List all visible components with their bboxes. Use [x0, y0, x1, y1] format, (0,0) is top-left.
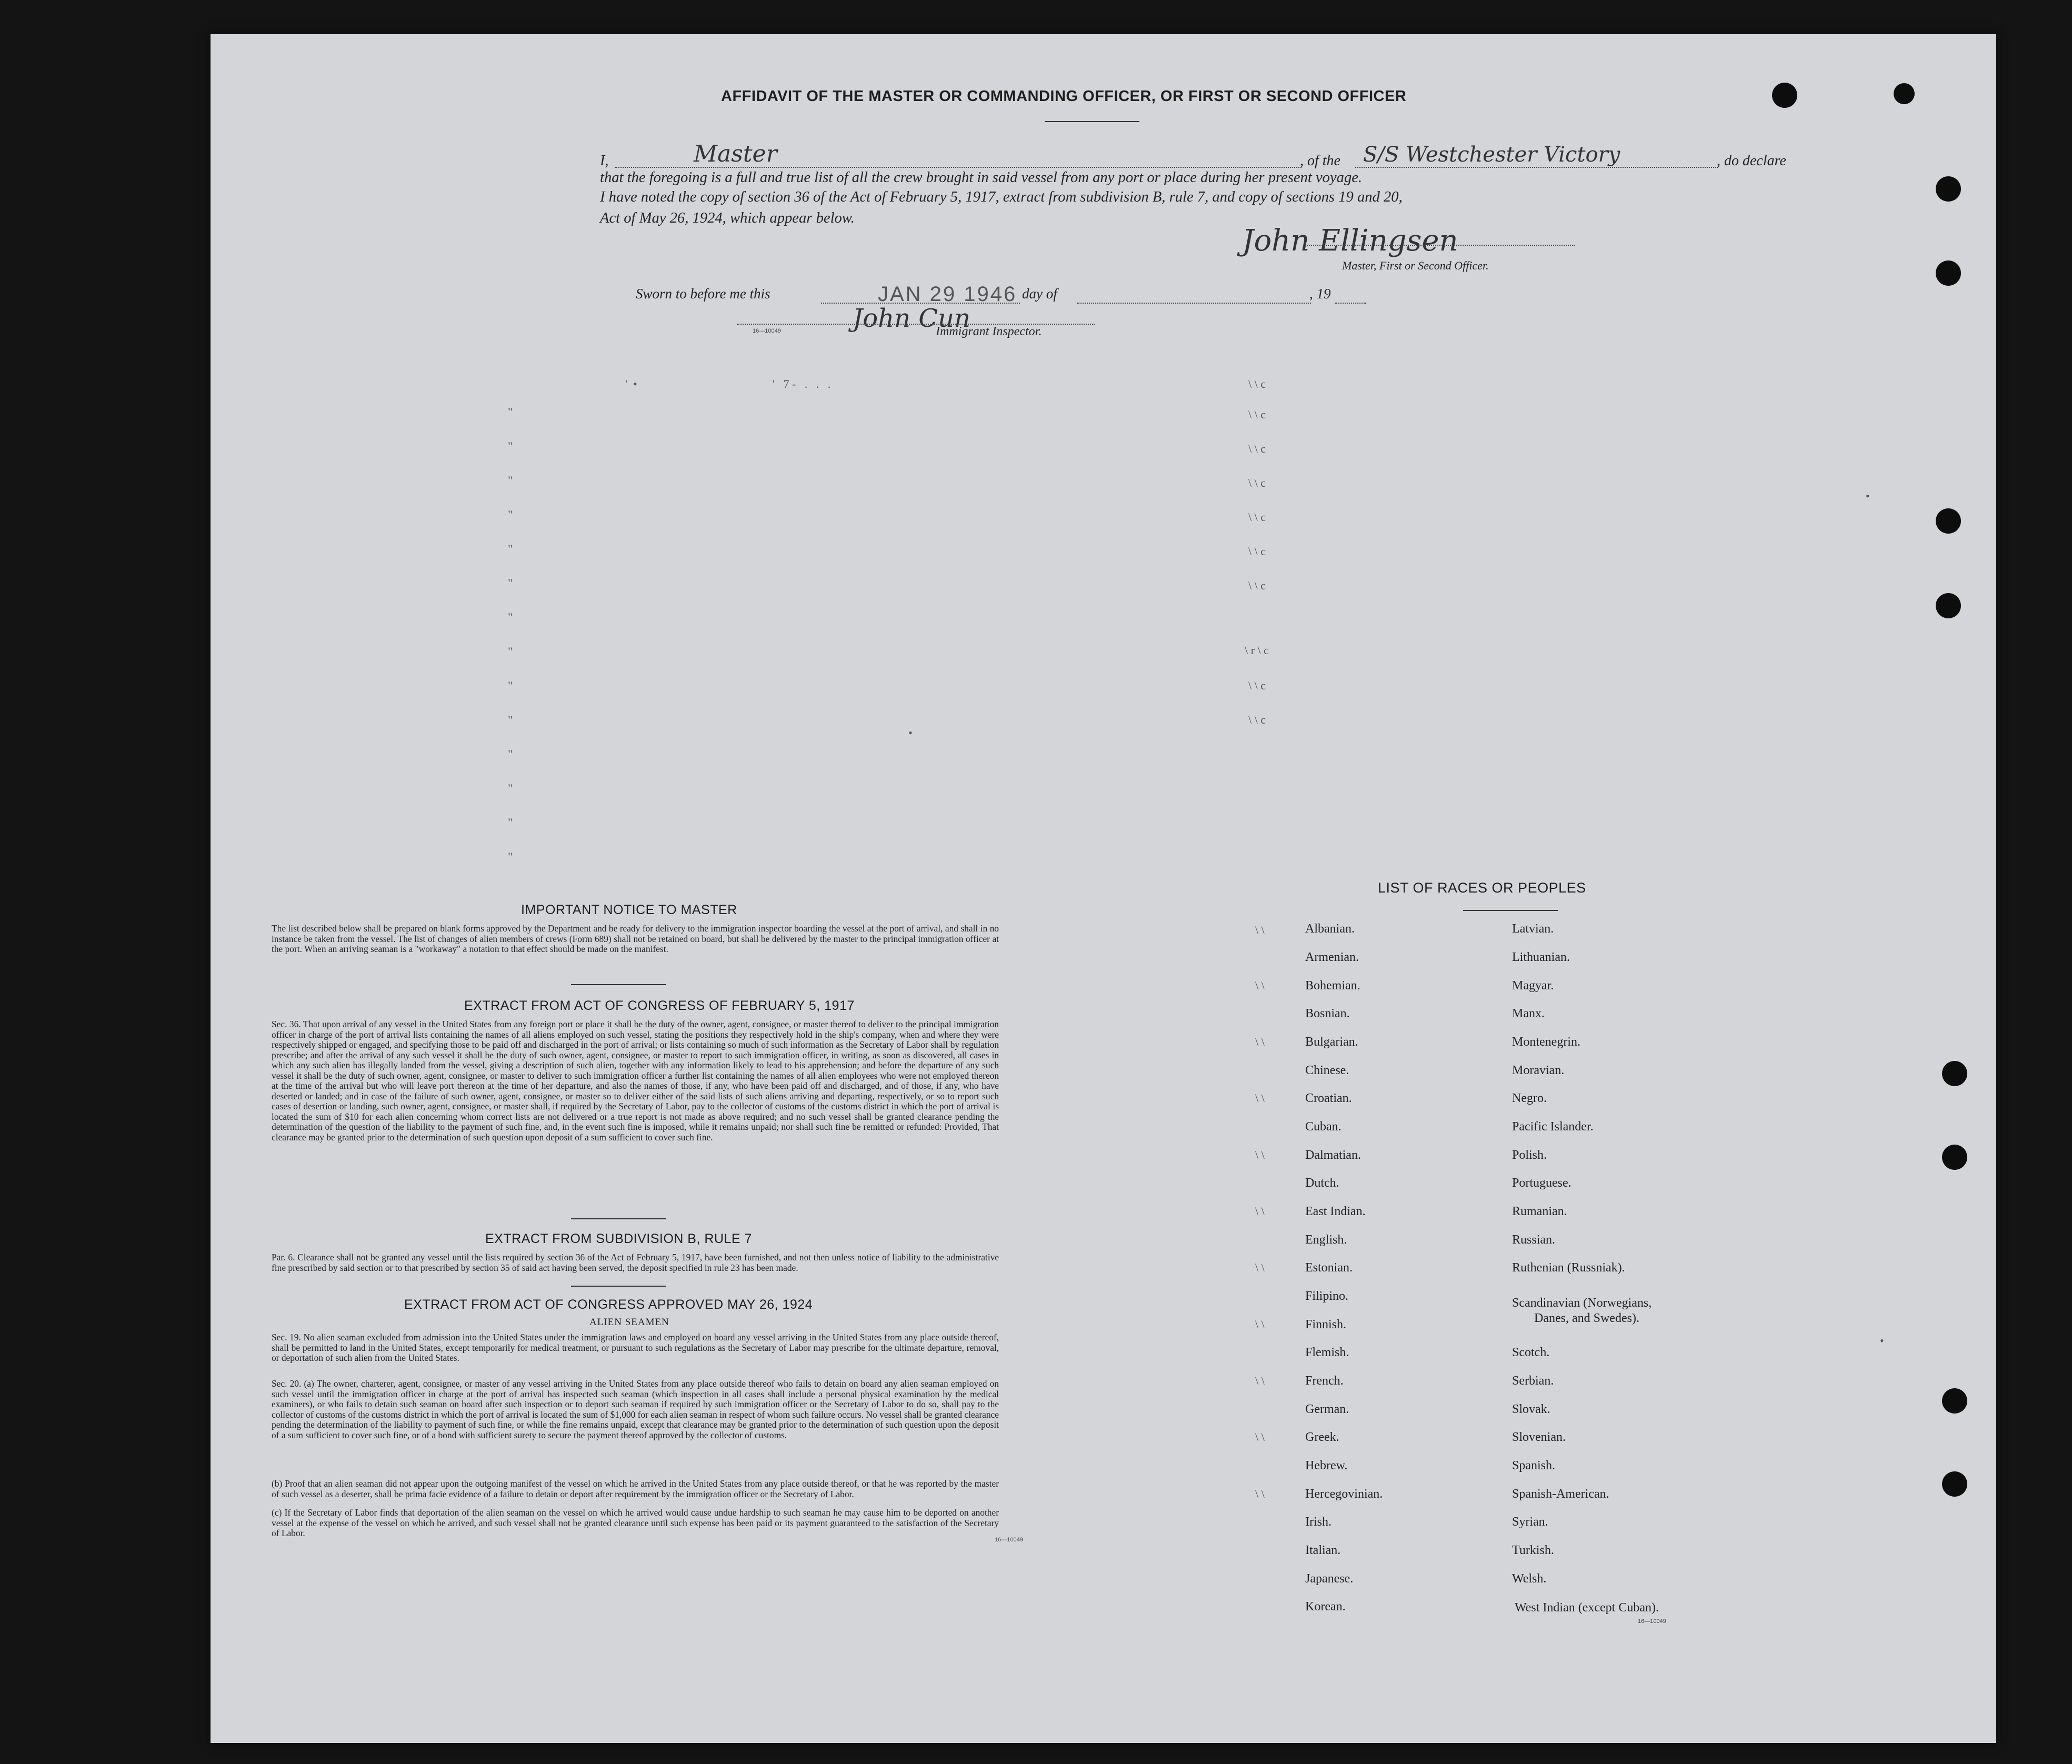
race-right-item: Slovak. — [1512, 1402, 1550, 1416]
bleed-mark: \ \ — [1255, 1035, 1265, 1048]
date-stamp: JAN 29 1946 — [878, 283, 1017, 306]
bleed-mark: \ \ c — [1248, 408, 1266, 421]
sworn-date-field — [821, 283, 1020, 306]
vessel-handwriting: S/S Westchester Victory — [1363, 143, 1620, 167]
of-the-label: , of the — [1300, 153, 1340, 169]
bleed-mark: " — [508, 508, 513, 521]
race-right-item: Syrian. — [1512, 1515, 1548, 1529]
name-field — [615, 141, 1302, 168]
extract-1924-title: EXTRACT FROM ACT OF CONGRESS APPROVED MAY 26, 1924 — [404, 1297, 813, 1312]
race-left-item: East Indian. — [1305, 1205, 1366, 1218]
affidavit-title: AFFIDAVIT OF THE MASTER OR COMMANDING OFFICER, OR FIRST OR SECOND OFFICER — [721, 88, 1407, 105]
extract-1917-title: EXTRACT FROM ACT OF CONGRESS OF FEBRUARY 5, 1917 — [464, 998, 855, 1013]
race-left-item: English. — [1305, 1233, 1347, 1247]
punch-hole — [1936, 176, 1961, 202]
sec-20a-body: Sec. 20. (a) The owner, charterer, agent, consignee, or master of any vessel arriving in the United States from any place outside thereof who fails to detain on board any alien seaman employed on such vessel until the immigration officer in charge at the port of arrival has inspected such seaman (which inspection in all cases shall include a personal physical examination by the medical examiners), or who fails to detain such seaman on board after such inspection or to deport such seaman if required by such immigration officer or the Secretary of Labor to do so, shall pay to the collector of customs of the customs district in which the port of arrival is located the sum of $1,000 for each alien seaman in respect of whom such failure occurs. No vessel shall be granted clearance pending the determination of the liability to payment of such fine, or while the fine remains unpaid, except that clearance may be granted prior to the determination of such question upon the deposit of a sum sufficient to cover such fine, or of a bond with sufficient surety to secure the payment thereof approved by the collector of customs. — [272, 1378, 999, 1440]
race-left-item: Bosnian. — [1305, 1007, 1350, 1020]
races-title: LIST OF RACES OR PEOPLES — [1378, 880, 1586, 896]
sec-19-body: Sec. 19. No alien seaman excluded from admission into the United States under the immigration laws and employed on board any vessel arriving in the United States from any place outside thereof, shall be permitted to land in the United States, except temporarily for medical treatment, or pursuant to such regulations as the Secretary of Labor may prescribe for the ultimate departure, removal, or deportation of such alien from the United States. — [272, 1332, 999, 1363]
race-left-item: Armenian. — [1305, 950, 1359, 964]
race-left-item: Hercegovinian. — [1305, 1487, 1383, 1501]
race-right-item: Ruthenian (Russniak). — [1512, 1261, 1625, 1275]
affidavit-line-2: that the foregoing is a full and true list of all the crew brought in said vessel from any port or place during her present voyage. — [600, 169, 1363, 186]
race-right-item: Manx. — [1512, 1007, 1545, 1020]
bleed-mark: \ \ — [1255, 924, 1265, 937]
bleed-mark: \ \ — [1255, 1487, 1265, 1500]
year-field — [1335, 287, 1366, 304]
bleed-mark: " — [508, 816, 513, 829]
race-left-item: Filipino. — [1305, 1289, 1349, 1303]
race-right-item: Latvian. — [1512, 922, 1554, 936]
name-handwriting: Master — [694, 141, 777, 167]
punch-hole — [1936, 508, 1961, 534]
bleed-mark: \ \ c — [1248, 442, 1266, 455]
rule-7-title: EXTRACT FROM SUBDIVISION B, RULE 7 — [485, 1231, 752, 1246]
bleed-mark: \ \ — [1255, 1148, 1265, 1161]
form-number: 16—10049 — [995, 1537, 1023, 1543]
punch-hole — [1942, 1145, 1967, 1170]
bleed-mark: " — [508, 474, 513, 487]
race-left-item: Albanian. — [1305, 922, 1355, 936]
bleed-mark: " — [508, 576, 513, 589]
race-right-item: Montenegrin. — [1512, 1035, 1580, 1049]
bleed-mark: " — [508, 542, 513, 555]
race-left-item: Greek. — [1305, 1430, 1339, 1444]
race-left-item: Chinese. — [1305, 1064, 1349, 1077]
race-left-item: Croatian. — [1305, 1091, 1352, 1105]
race-left-item: Bulgarian. — [1305, 1035, 1358, 1049]
master-signature: John Ellingsen — [1242, 224, 1458, 258]
race-right-item: Pacific Islander. — [1512, 1120, 1594, 1134]
race-right-item: Lithuanian. — [1512, 950, 1570, 964]
race-left-item: Hebrew. — [1305, 1459, 1348, 1472]
bleed-mark: ' 7 - . . . — [773, 377, 831, 390]
race-right-item: Polish. — [1512, 1148, 1547, 1162]
month-field — [1077, 287, 1311, 304]
bleed-mark: \ \ — [1255, 1318, 1265, 1331]
race-left-item: Bohemian. — [1305, 979, 1360, 993]
form-number: 16—10049 — [1638, 1618, 1666, 1625]
notice-body: The list described below shall be prepared on blank forms approved by the Department and be ready for delivery to the immigration inspector boarding the vessel at the port of arrival, and shall in no instance be taken from the vessel. The list of changes of alien members of crews (Form 689) shall not be retained on board, but shall be delivered by the master to the principal immigration officer at the port. When an arriving seaman is a "workaway" a notation to that effect should be made on the manifest. — [272, 923, 999, 954]
race-right-item: Scotch. — [1512, 1346, 1550, 1359]
alien-seamen-subtitle: ALIEN SEAMEN — [589, 1317, 669, 1328]
race-right-item: West Indian (except Cuban). — [1515, 1601, 1659, 1615]
affidavit-line-3: I have noted the copy of section 36 of the Act of February 5, 1917, extract from subdivision B, rule 7, and copy of sections 19 and 20, — [600, 189, 1403, 205]
bleed-mark: \ \ — [1255, 1205, 1265, 1218]
signer-title: Master, First or Second Officer. — [1342, 259, 1489, 272]
punch-hole — [1936, 593, 1961, 618]
document-page — [211, 34, 1996, 1743]
race-right-item: Spanish-American. — [1512, 1487, 1609, 1501]
bleed-mark: \ r \ c — [1245, 644, 1269, 657]
bleed-mark: \ \ c — [1248, 679, 1266, 692]
bleed-mark: \ \ — [1255, 1091, 1265, 1105]
race-right-item: Welsh. — [1512, 1572, 1547, 1586]
bleed-mark: " — [508, 679, 513, 692]
bleed-mark: • — [1880, 1334, 1884, 1347]
sec-20b-body: (b) Proof that an alien seaman did not appear upon the outgoing manifest of the vessel on which he arrived in the United States from any place outside thereof, or that he was reported by the master of such vessel as a deserter, shall be prima facie evidence of a failure to detain or deport after requirement by the immigration officer or the Secretary of Labor. — [272, 1478, 999, 1499]
bleed-mark: \ \ — [1255, 979, 1265, 992]
divider — [571, 1218, 666, 1219]
race-right-item: Serbian. — [1512, 1374, 1554, 1388]
year-label: , 19 — [1309, 286, 1331, 302]
do-declare-label: , do declare — [1717, 153, 1786, 169]
punch-hole — [1936, 260, 1961, 286]
punch-hole — [1894, 83, 1915, 104]
race-left-item: Japanese. — [1305, 1572, 1354, 1586]
bleed-mark: \ \ c — [1248, 510, 1266, 524]
bleed-mark: " — [508, 747, 513, 760]
punch-hole — [1942, 1471, 1967, 1497]
bleed-mark: \ \ c — [1248, 579, 1266, 592]
race-right-item: Scandinavian (Norwegians, — [1512, 1296, 1652, 1310]
bleed-mark: ' • — [625, 377, 637, 390]
race-right-item: Spanish. — [1512, 1459, 1556, 1472]
form-number: 16—10049 — [753, 328, 781, 334]
race-right-item: Turkish. — [1512, 1544, 1554, 1557]
race-right-item: Rumanian. — [1512, 1205, 1567, 1218]
inspector-signature: John Cun — [853, 304, 970, 333]
race-left-item: Estonian. — [1305, 1261, 1353, 1275]
race-right-item: Slovenian. — [1512, 1430, 1566, 1444]
race-left-item: French. — [1305, 1374, 1344, 1388]
bleed-mark: \ \ c — [1248, 377, 1266, 390]
race-left-item: Finnish. — [1305, 1318, 1347, 1331]
bleed-mark: • — [1866, 489, 1870, 503]
i-label: I, — [600, 153, 609, 169]
race-right-item: Moravian. — [1512, 1064, 1565, 1077]
notice-title: IMPORTANT NOTICE TO MASTER — [521, 903, 737, 917]
bleed-mark: " — [508, 405, 513, 418]
day-of-label: day of — [1022, 286, 1057, 302]
bleed-mark: " — [508, 439, 513, 453]
divider — [571, 1286, 666, 1287]
bleed-mark: \ \ — [1255, 1430, 1265, 1444]
bleed-mark: \ \ — [1255, 1374, 1265, 1387]
race-right-item: Negro. — [1512, 1091, 1547, 1105]
divider — [571, 984, 666, 985]
race-right-item: Russian. — [1512, 1233, 1556, 1247]
race-left-item: Irish. — [1305, 1515, 1332, 1529]
race-left-item: Korean. — [1305, 1600, 1346, 1613]
race-left-item: Dutch. — [1305, 1176, 1339, 1190]
bleed-mark: • — [908, 726, 913, 739]
affidavit-line-4: Act of May 26, 1924, which appear below. — [600, 210, 855, 226]
bleed-mark: " — [508, 713, 513, 726]
race-right-item: Danes, and Swedes). — [1534, 1311, 1639, 1325]
signature-line — [1305, 244, 1575, 246]
punch-hole — [1772, 83, 1797, 108]
race-left-item: German. — [1305, 1402, 1349, 1416]
race-right-item: Portuguese. — [1512, 1176, 1571, 1190]
bleed-mark: " — [508, 850, 513, 863]
sec-20c-body: (c) If the Secretary of Labor finds that deportation of the alien seaman on the vessel on which he arrived would cause undue hardship to such seaman he may cause him to be deported on another vessel at the expense of the vessel on which he arrived, and such vessel shall not be granted clearance until such expense has been paid or its payment guaranteed to the satisfaction of the Secretary of Labor. — [272, 1507, 999, 1538]
inspector-label: Immigrant Inspector. — [936, 325, 1042, 338]
extract-1917-body: Sec. 36. That upon arrival of any vessel in the United States from any foreign port or place it shall be the duty of the owner, agent, consignee, or master thereof to deliver to the principal immigration officer in charge of the port of arrival lists containing the names of all aliens employed on such vessel, stating the positions they respectively hold in the ship's company, when and where they were respectively shipped or engaged, and specifying those to be paid off and discharged in the port of arrival; or lists containing so much of such information as the Secretary of Labor shall by regulation prescribe; and after the arrival of any such vessel it shall be the duty of such owner, agent, consignee, or master to report to such immigration officer, in writing, as soon as discovered, all cases in which any such alien has illegally landed from the vessel, giving a description of such alien, together with any information likely to lead to his apprehension; and before the departure of any such vessel it shall be the duty of such owner, agent, consignee, or master to deliver to such immigration officer a further list containing the names of all alien employees who were not employed thereon at the time of the arrival but who will leave port thereon at the time of her departure, and also the names of those, if any, who have been paid off and discharged, and of those, if any, who have deserted or landed; and in case of the failure of such owner, agent, consignee, or master so to deliver either of the said lists of such aliens arriving and departing, respectively, or so to report such cases of desertion or landing, such owner, agent, consignee, or master shall, if required by the Secretary of Labor, pay to the collector of customs of the customs district in which the port of arrival is located the sum of $10 for each alien concerning whom correct lists are not delivered or a true report is not made as above required; and no such vessel shall be granted clearance pending the determination of the question of the liability to the payment of such fine, and, in the event such fine is imposed, while it remains unpaid; nor shall such fine be remitted or refunded: Provided, That clearance may be granted prior to the determination of such question upon deposit of a sum sufficient to cover such fine. — [272, 1019, 999, 1142]
bleed-mark: \ \ c — [1248, 476, 1266, 489]
race-left-item: Italian. — [1305, 1544, 1341, 1557]
punch-hole — [1942, 1388, 1967, 1414]
bleed-mark: " — [508, 781, 513, 795]
race-left-item: Dalmatian. — [1305, 1148, 1361, 1162]
divider — [1463, 910, 1558, 911]
vessel-field — [1355, 143, 1718, 168]
sworn-label: Sworn to before me this — [636, 286, 770, 302]
title-divider — [1045, 121, 1139, 122]
bleed-mark: " — [508, 610, 513, 624]
race-left-item: Cuban. — [1305, 1120, 1342, 1134]
rule-7-body: Par. 6. Clearance shall not be granted any vessel until the lists required by section 36 of the Act of February 5, 1917, have been furnished, and not then unless notice of liability to the administrative fine prescribed by said section or to that prescribed by section 35 of said act having been served, the deposit specified in rule 23 has been made. — [272, 1252, 999, 1273]
punch-hole — [1942, 1061, 1967, 1086]
race-right-item: Magyar. — [1512, 979, 1554, 993]
bleed-mark: " — [508, 645, 513, 658]
bleed-mark: \ \ c — [1248, 713, 1266, 726]
race-left-item: Flemish. — [1305, 1346, 1349, 1359]
bleed-mark: \ \ c — [1248, 545, 1266, 558]
bleed-mark: \ \ — [1255, 1261, 1265, 1274]
